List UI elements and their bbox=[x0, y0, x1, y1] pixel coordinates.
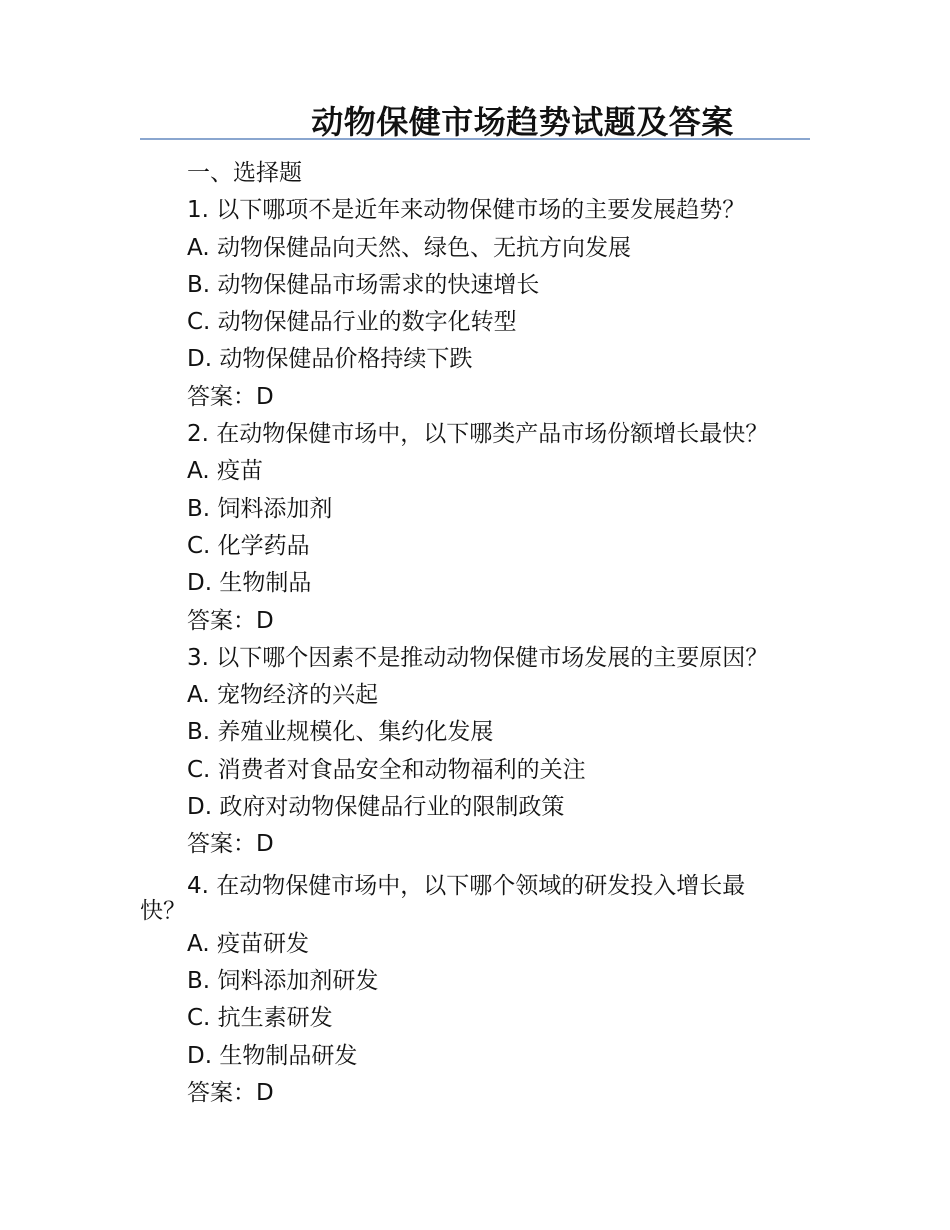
option-c: C. 动物保健品行业的数字化转型 bbox=[187, 309, 517, 336]
answer-line: 答案：D bbox=[187, 607, 274, 634]
option-b: B. 养殖业规模化、集约化发展 bbox=[187, 719, 494, 746]
question-block-2 bbox=[140, 416, 810, 640]
option-d: D. 动物保健品价格持续下跌 bbox=[187, 346, 473, 373]
option-c: C. 化学药品 bbox=[187, 532, 310, 559]
question-block-4 bbox=[140, 864, 810, 1112]
question-stem: 2. 在动物保健市场中，以下哪类产品市场份额增长最快？ bbox=[187, 421, 769, 448]
option-a: A. 宠物经济的兴起 bbox=[187, 682, 378, 709]
option-c: C. 抗生素研发 bbox=[187, 1005, 333, 1032]
document-title: 动物保健市场趋势试题及答案 bbox=[311, 103, 734, 141]
option-b: B. 动物保健品市场需求的快速增长 bbox=[187, 271, 540, 298]
option-a: A. 疫苗研发 bbox=[187, 930, 309, 957]
option-d: D. 生物制品研发 bbox=[187, 1042, 358, 1069]
title-underline bbox=[140, 138, 810, 140]
option-d: D. 生物制品 bbox=[187, 570, 312, 597]
option-b: B. 饲料添加剂研发 bbox=[187, 967, 379, 994]
answer-line: 答案：D bbox=[187, 831, 274, 858]
section-heading: 一、选择题 bbox=[187, 160, 302, 186]
option-b: B. 饲料添加剂 bbox=[187, 495, 333, 522]
option-a: A. 动物保健品向天然、绿色、无抗方向发展 bbox=[187, 234, 631, 261]
question-block-1 bbox=[140, 192, 810, 416]
option-a: A. 疫苗 bbox=[187, 458, 263, 485]
option-d: D. 政府对动物保健品行业的限制政策 bbox=[187, 794, 565, 821]
document-body bbox=[140, 155, 810, 1112]
question-stem: 1. 以下哪项不是近年来动物保健市场的主要发展趋势？ bbox=[187, 197, 746, 224]
option-c: C. 消费者对食品安全和动物福利的关注 bbox=[187, 756, 586, 783]
answer-line: 答案：D bbox=[187, 383, 274, 410]
question-stem: 3. 以下哪个因素不是推动动物保健市场发展的主要原因？ bbox=[187, 644, 769, 671]
question-block-3 bbox=[140, 640, 810, 864]
answer-line: 答案：D bbox=[187, 1079, 274, 1106]
question-stem: 4. 在动物保健市场中，以下哪个领域的研发投入增长最快？ bbox=[140, 872, 746, 924]
